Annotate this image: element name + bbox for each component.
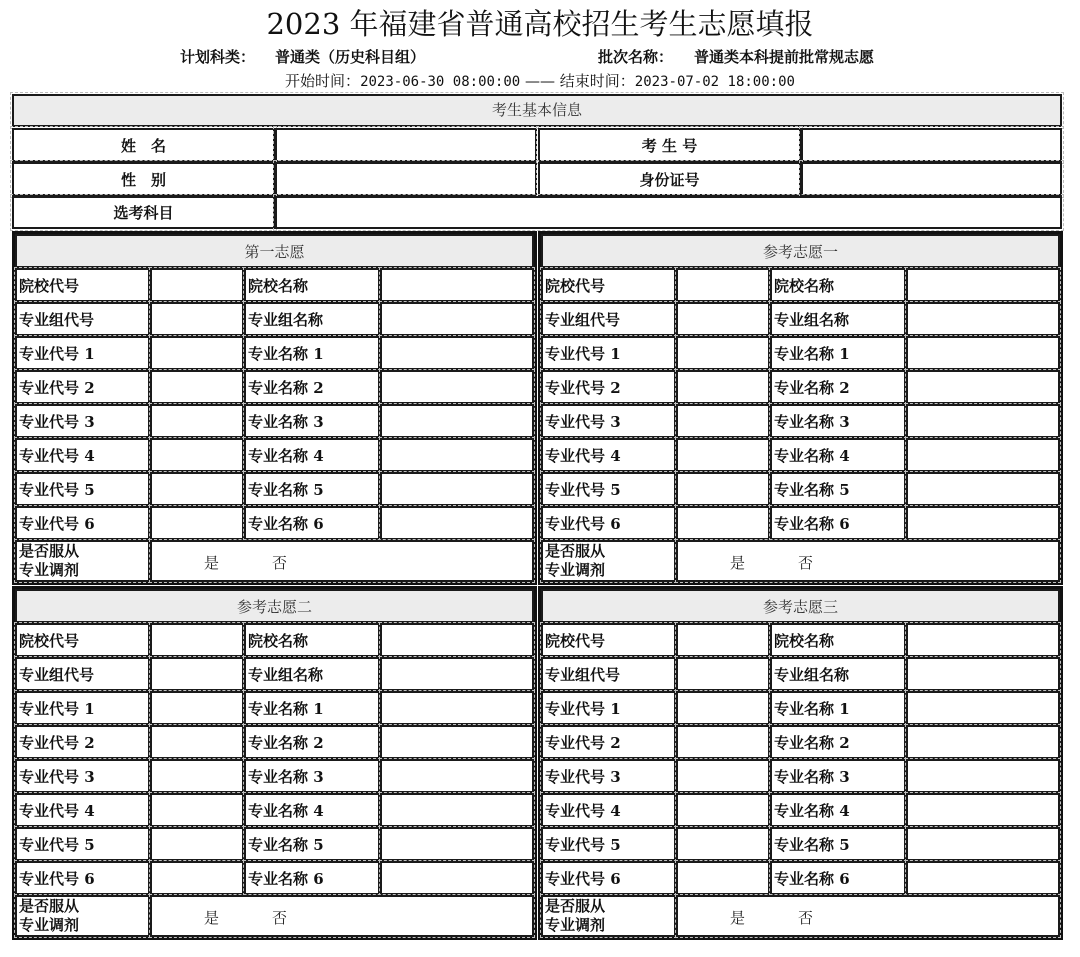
adjust-label-line-1: 是否服从 (545, 542, 606, 560)
adjust-yes-option[interactable]: 是 (730, 554, 746, 572)
name-field[interactable] (380, 336, 534, 370)
name-field[interactable] (380, 370, 534, 404)
panel-title: 第一志愿 (15, 234, 534, 268)
code-field[interactable] (676, 691, 770, 725)
adjust-yes-option[interactable]: 是 (204, 909, 220, 927)
code-label: 专业代号 5 (541, 827, 676, 861)
adjust-label (15, 895, 150, 937)
name-label: 专业组名称 (770, 657, 906, 691)
name-field[interactable] (380, 861, 534, 895)
subjects-field[interactable] (275, 196, 1062, 229)
time-separator: —— (525, 72, 555, 90)
panel-reference-choice-1 (538, 231, 1063, 585)
code-field[interactable] (676, 725, 770, 759)
code-label: 专业代号 3 (15, 759, 150, 793)
code-field[interactable] (676, 302, 770, 336)
name-label: 专业名称 2 (770, 725, 906, 759)
code-field[interactable] (150, 657, 244, 691)
name-field[interactable] (906, 793, 1060, 827)
code-label: 院校代号 (15, 623, 150, 657)
adjust-options (150, 540, 534, 582)
name-label: 专业组名称 (244, 657, 380, 691)
code-label: 专业代号 5 (15, 827, 150, 861)
plan-value: 普通类（历史科目组） (275, 48, 426, 66)
name-field[interactable] (380, 827, 534, 861)
code-label: 院校代号 (541, 623, 676, 657)
name-field[interactable] (906, 302, 1060, 336)
name-label: 院校名称 (770, 623, 906, 657)
id-field[interactable] (801, 162, 1062, 196)
name-label: 院校名称 (770, 268, 906, 302)
code-label: 专业代号 5 (541, 472, 676, 506)
code-field[interactable] (150, 827, 244, 861)
name-label: 专业名称 5 (244, 472, 380, 506)
panel-title: 参考志愿一 (541, 234, 1060, 268)
code-label: 专业代号 3 (541, 404, 676, 438)
code-field[interactable] (676, 438, 770, 472)
name-label: 专业名称 1 (770, 691, 906, 725)
name-field[interactable] (380, 506, 534, 540)
code-label: 专业代号 1 (541, 336, 676, 370)
adjust-label-line-2: 专业调剂 (545, 916, 606, 934)
code-label: 专业代号 5 (15, 472, 150, 506)
code-label: 专业组代号 (541, 657, 676, 691)
id-label: 身份证号 (538, 162, 801, 196)
name-field[interactable] (380, 623, 534, 657)
panel-reference-choice-3 (538, 586, 1063, 940)
code-label: 专业代号 6 (541, 861, 676, 895)
name-field[interactable] (380, 268, 534, 302)
name-label: 专业名称 2 (770, 370, 906, 404)
code-field[interactable] (676, 827, 770, 861)
name-label: 专业名称 5 (770, 827, 906, 861)
name-label: 专业名称 6 (770, 506, 906, 540)
adjust-label-line-2: 专业调剂 (19, 561, 80, 579)
start-time: 2023-06-30 08:00:00 (360, 74, 521, 90)
adjust-options (150, 895, 534, 937)
code-label: 院校代号 (541, 268, 676, 302)
code-label: 专业代号 3 (15, 404, 150, 438)
start-label: 开始时间： (285, 72, 361, 90)
name-label: 专业名称 6 (244, 861, 380, 895)
name-field[interactable] (380, 657, 534, 691)
name-label: 专业名称 6 (244, 506, 380, 540)
name-field[interactable] (906, 759, 1060, 793)
name-field[interactable] (380, 302, 534, 336)
end-label: 结束时间： (559, 72, 635, 90)
code-field[interactable] (150, 472, 244, 506)
name-label: 专业名称 5 (770, 472, 906, 506)
code-label: 专业代号 6 (15, 506, 150, 540)
name-field[interactable] (380, 472, 534, 506)
adjust-label-line-1: 是否服从 (19, 897, 80, 915)
code-label: 专业代号 4 (15, 438, 150, 472)
name-field[interactable] (906, 336, 1060, 370)
adjust-options (676, 895, 1060, 937)
name-label: 专业名称 4 (770, 793, 906, 827)
name-field[interactable] (906, 506, 1060, 540)
name-field[interactable] (380, 725, 534, 759)
name-label: 专业名称 3 (244, 404, 380, 438)
code-label: 专业代号 2 (541, 725, 676, 759)
exam-no-label: 考 生 号 (538, 128, 801, 162)
code-label: 专业代号 1 (15, 336, 150, 370)
name-label: 专业名称 6 (770, 861, 906, 895)
code-field[interactable] (150, 506, 244, 540)
code-field[interactable] (676, 506, 770, 540)
code-label: 专业代号 6 (541, 506, 676, 540)
name-label: 专业名称 4 (770, 438, 906, 472)
adjust-yes-option[interactable]: 是 (204, 554, 220, 572)
code-field[interactable] (150, 725, 244, 759)
name-label: 姓 名 (12, 128, 275, 162)
code-field[interactable] (150, 793, 244, 827)
name-field[interactable] (906, 472, 1060, 506)
gender-label: 性 别 (12, 162, 275, 196)
name-field[interactable] (906, 861, 1060, 895)
name-label: 专业名称 4 (244, 793, 380, 827)
name-label: 专业名称 3 (244, 759, 380, 793)
time-range (0, 71, 1080, 92)
adjust-options (676, 540, 1060, 582)
code-field[interactable] (676, 623, 770, 657)
adjust-label-line-2: 专业调剂 (545, 561, 606, 579)
adjust-label-line-2: 专业调剂 (19, 916, 80, 934)
end-time: 2023-07-02 18:00:00 (634, 74, 795, 90)
name-label: 专业名称 5 (244, 827, 380, 861)
batch-label: 批次名称： (598, 48, 674, 66)
name-label: 院校名称 (244, 623, 380, 657)
plan-label: 计划科类： (180, 48, 256, 66)
name-field[interactable] (906, 438, 1060, 472)
batch-value: 普通类本科提前批常规志愿 (694, 48, 875, 66)
code-field[interactable] (676, 472, 770, 506)
code-label: 专业代号 1 (541, 691, 676, 725)
name-field[interactable] (906, 404, 1060, 438)
code-field[interactable] (676, 861, 770, 895)
name-field[interactable] (906, 657, 1060, 691)
code-label: 专业代号 4 (541, 793, 676, 827)
code-label: 专业代号 2 (541, 370, 676, 404)
panel-title: 参考志愿二 (15, 589, 534, 623)
code-label: 专业组代号 (15, 302, 150, 336)
panel-title: 参考志愿三 (541, 589, 1060, 623)
subjects-label: 选考科目 (12, 196, 275, 229)
exam-no-field[interactable] (801, 128, 1062, 162)
code-label: 专业代号 3 (541, 759, 676, 793)
adjust-no-option[interactable]: 否 (272, 909, 288, 927)
name-field[interactable] (275, 128, 537, 162)
code-field[interactable] (150, 691, 244, 725)
adjust-label-line-1: 是否服从 (545, 897, 606, 915)
code-field[interactable] (150, 336, 244, 370)
code-label: 专业代号 4 (541, 438, 676, 472)
code-label: 院校代号 (15, 268, 150, 302)
name-label: 专业组名称 (244, 302, 380, 336)
name-field[interactable] (906, 691, 1060, 725)
name-label: 专业名称 1 (770, 336, 906, 370)
page-title: 2023 年福建省普通高校招生考生志愿填报 (266, 7, 814, 41)
panel-reference-choice-2 (12, 586, 537, 940)
adjust-label-line-1: 是否服从 (19, 542, 80, 560)
name-field[interactable] (906, 268, 1060, 302)
code-label: 专业代号 4 (15, 793, 150, 827)
code-field[interactable] (676, 370, 770, 404)
code-field[interactable] (150, 370, 244, 404)
code-label: 专业组代号 (541, 302, 676, 336)
code-field[interactable] (676, 336, 770, 370)
code-label: 专业代号 2 (15, 370, 150, 404)
name-field[interactable] (906, 370, 1060, 404)
name-label: 专业名称 3 (770, 759, 906, 793)
basic-info-header: 考生基本信息 (12, 94, 1062, 127)
code-field[interactable] (150, 404, 244, 438)
code-field[interactable] (676, 268, 770, 302)
name-label: 专业名称 4 (244, 438, 380, 472)
name-label: 专业组名称 (770, 302, 906, 336)
adjust-no-option[interactable]: 否 (798, 554, 814, 572)
name-field[interactable] (380, 404, 534, 438)
code-label: 专业代号 1 (15, 691, 150, 725)
name-field[interactable] (380, 691, 534, 725)
code-field[interactable] (676, 793, 770, 827)
name-field[interactable] (380, 759, 534, 793)
code-label: 专业代号 2 (15, 725, 150, 759)
name-label: 专业名称 2 (244, 725, 380, 759)
adjust-label (541, 540, 676, 582)
adjust-label (541, 895, 676, 937)
code-label: 专业组代号 (15, 657, 150, 691)
code-label: 专业代号 6 (15, 861, 150, 895)
adjust-no-option[interactable]: 否 (798, 909, 814, 927)
name-label: 专业名称 1 (244, 336, 380, 370)
adjust-label (15, 540, 150, 582)
name-field[interactable] (906, 725, 1060, 759)
code-field[interactable] (150, 268, 244, 302)
code-field[interactable] (150, 438, 244, 472)
adjust-no-option[interactable]: 否 (272, 554, 288, 572)
name-field[interactable] (380, 438, 534, 472)
name-label: 专业名称 3 (770, 404, 906, 438)
name-field[interactable] (906, 827, 1060, 861)
code-field[interactable] (150, 759, 244, 793)
adjust-yes-option[interactable]: 是 (730, 909, 746, 927)
code-field[interactable] (150, 623, 244, 657)
gender-field[interactable] (275, 162, 537, 196)
code-field[interactable] (676, 759, 770, 793)
name-field[interactable] (906, 623, 1060, 657)
name-label: 专业名称 1 (244, 691, 380, 725)
code-field[interactable] (676, 657, 770, 691)
name-label: 专业名称 2 (244, 370, 380, 404)
panel-first-choice (12, 231, 537, 585)
code-field[interactable] (150, 302, 244, 336)
name-field[interactable] (380, 793, 534, 827)
code-field[interactable] (676, 404, 770, 438)
code-field[interactable] (150, 861, 244, 895)
name-label: 院校名称 (244, 268, 380, 302)
